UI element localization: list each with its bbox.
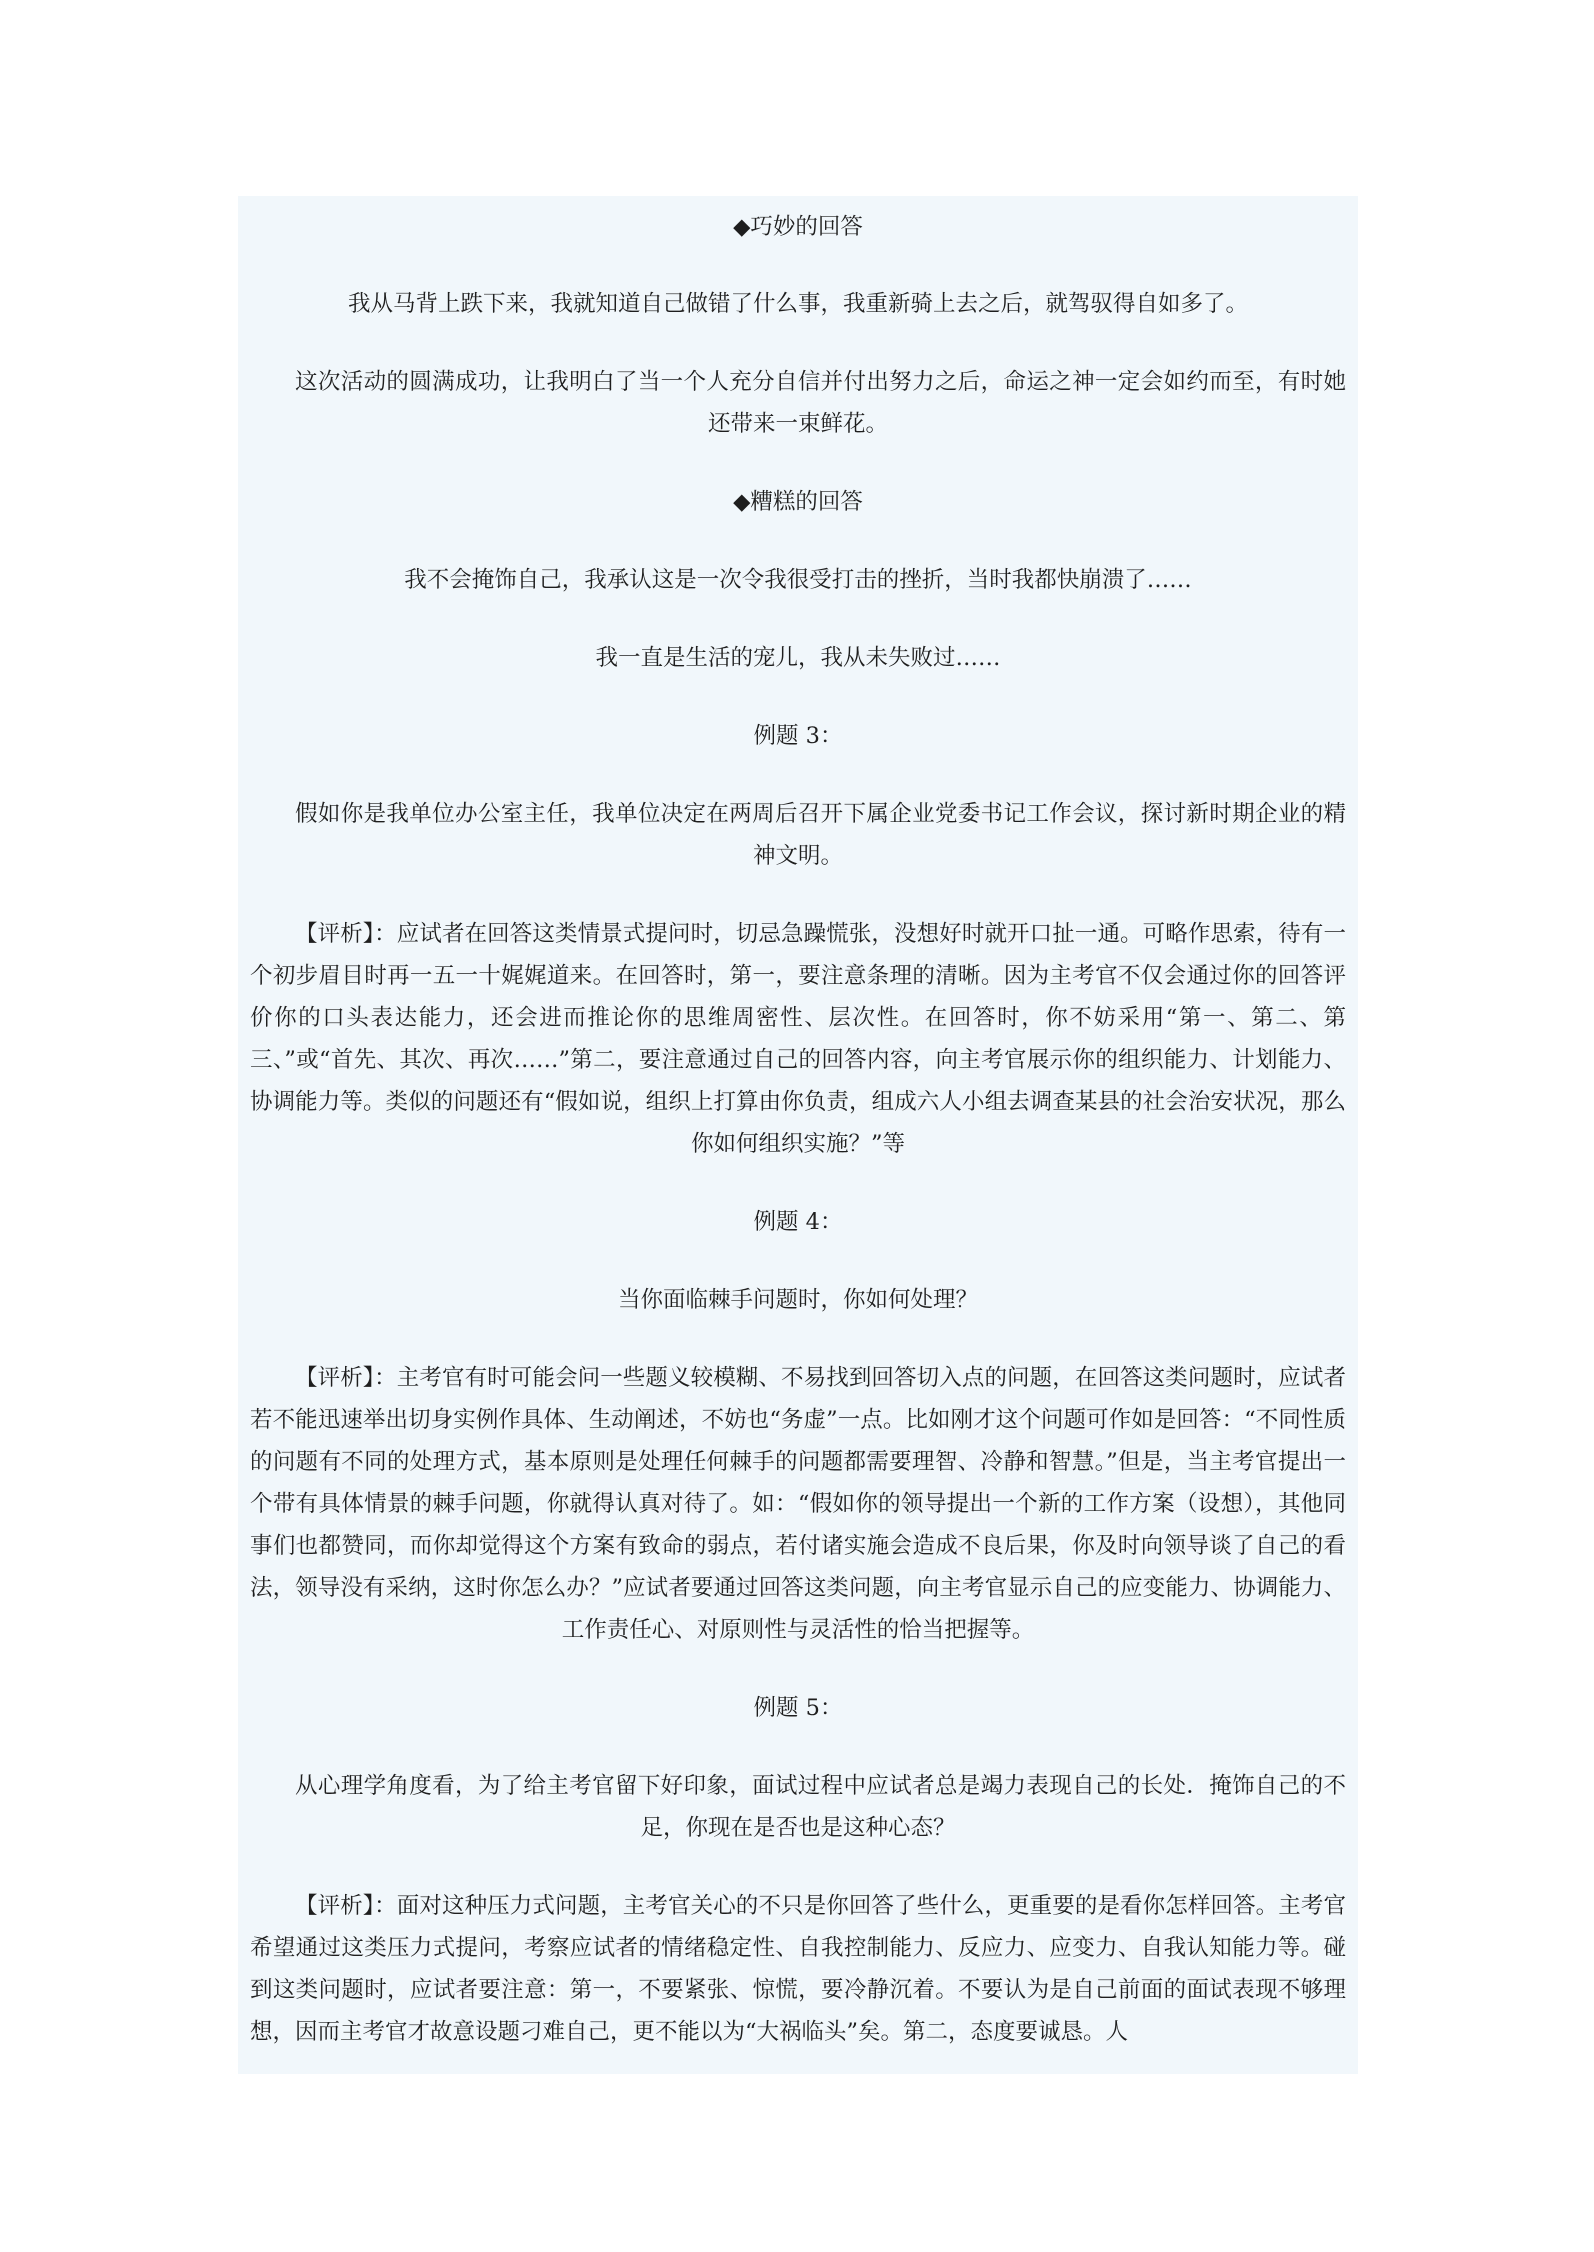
heading-bad-answer: ◆糟糕的回答 bbox=[733, 489, 863, 515]
bad-answer-1: 我不会掩饰自己，我承认这是一次令我很受打击的挫折，当时我都快崩溃了…… bbox=[404, 567, 1192, 593]
example-4-analysis: 【评析】：主考官有时可能会问一些题义较模糊、不易找到回答切入点的问题，在回答这类问题时，应试者若不能迅速举出切身实例作具体、生动阐述，不妨也“务虚”一点。比如刚才这个问题可作如是回答：“不同性质的问题有不同的处理方式，基本原则是处理任何棘手的问题都需要理智、冷静和智慧。”但是，当主考官提出一个带有具体情景的棘手问题，你就得认真对待了。如：“假如你的领导提出一个新的工作方案（设想），其他同事们也都赞同，而你却觉得这个方案有致命的弱点，若付诸实施会造成不良后果，你及时向领导谈了自己的看法，领导没有采纳，这时你怎么办？”应试者要通过回答这类问题，向主考官显示自己的应变能力、协调能力、工作责任心、对原则性与灵活性的恰当把握等。 bbox=[250, 1365, 1346, 1643]
good-answer-2: 这次活动的圆满成功，让我明白了当一个人充分自信并付出努力之后，命运之神一定会如约而至，有时她还带来一束鲜花。 bbox=[295, 369, 1346, 437]
good-answer-1: 我从马背上跌下来，我就知道自己做错了什么事，我重新骑上去之后，就驾驭得自如多了。 bbox=[347, 291, 1248, 317]
example-3-analysis: 【评析】：应试者在回答这类情景式提问时，切忌急躁慌张，没想好时就开口扯一通。可略作思索，待有一个初步眉目时再一五一十娓娓道来。在回答时，第一，要注意条理的清晰。因为主考官不仅会通过你的回答评价你的口头表达能力，还会进而推论你的思维周密性、层次性。在回答时，你不妨采用“第一、第二、第三、”或“首先、其次、再次……”第二，要注意通过自己的回答内容，向主考官展示你的组织能力、计划能力、协调能力等。类似的问题还有“假如说，组织上打算由你负责，组成六人小组去调查某县的社会治安状况，那么你如何组织实施？”等 bbox=[250, 921, 1346, 1157]
example-3-question: 假如你是我单位办公室主任，我单位决定在两周后召开下属企业党委书记工作会议，探讨新时期企业的精神文明。 bbox=[295, 801, 1346, 869]
example-5-analysis: 【评析】：面对这种压力式问题，主考官关心的不只是你回答了些什么，更重要的是看你怎样回答。主考官希望通过这类压力式提问，考察应试者的情绪稳定性、自我控制能力、反应力、应变力、自我认知能力等。碰到这类问题时，应试者要注意：第一，不要紧张、惊慌，要冷静沉着。不要认为是自己前面的面试表现不够理想，因而主考官才故意设题刁难自己，更不能以为“大祸临头”矣。第二，态度要诚恳。人 bbox=[250, 1893, 1346, 2045]
bad-answer-2: 我一直是生活的宠儿，我从未失败过…… bbox=[595, 645, 1001, 671]
example-4-title: 例题 4： bbox=[753, 1209, 843, 1235]
example-5-question: 从心理学角度看，为了给主考官留下好印象，面试过程中应试者总是竭力表现自己的长处．掩饰自己的不足，你现在是否也是这种心态？ bbox=[295, 1773, 1346, 1841]
example-4-question: 当你面临棘手问题时，你如何处理？ bbox=[617, 1287, 978, 1313]
example-5-title: 例题 5： bbox=[753, 1695, 843, 1721]
document-body bbox=[250, 196, 1346, 2053]
example-3-title: 例题 3： bbox=[753, 723, 843, 749]
heading-good-answer: ◆巧妙的回答 bbox=[733, 214, 863, 240]
